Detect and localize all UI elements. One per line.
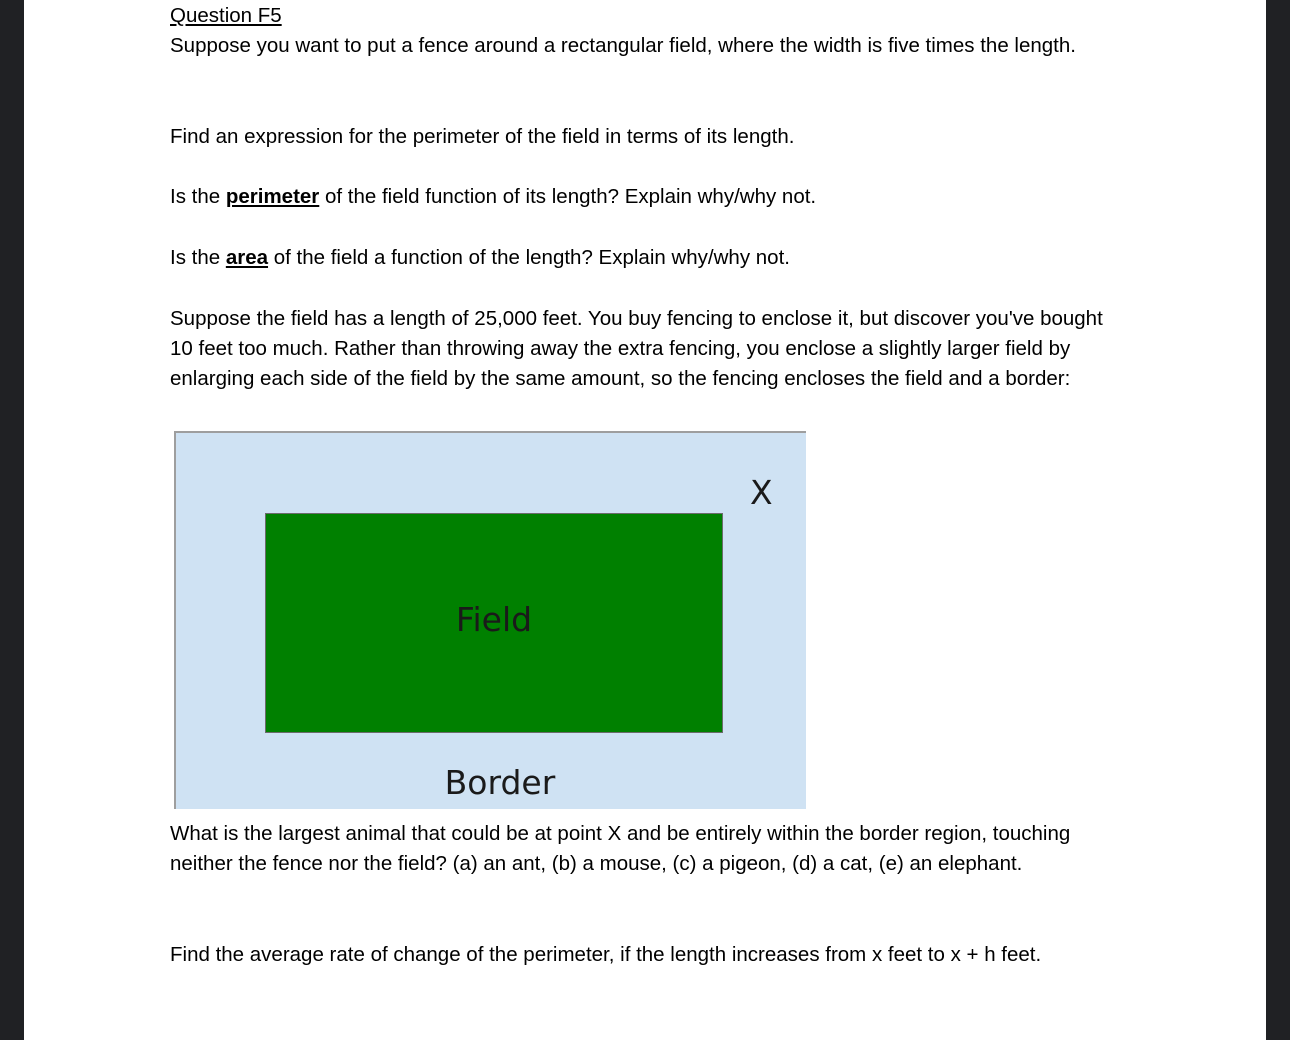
part-suffix: of the field a function of the length? Explain why/why not.: [268, 246, 790, 269]
field-border-diagram: [174, 431, 806, 809]
field-label: Field: [455, 600, 533, 639]
part-suffix: of the field function of its length? Explain why/why not.: [319, 185, 817, 208]
question-heading: Question F5: [170, 4, 282, 27]
part-prefix: Is the: [170, 246, 226, 269]
border-label: Border: [444, 763, 556, 802]
document-page: [24, 0, 1266, 1040]
question-part-perimeter-function: [170, 182, 816, 212]
field-rectangle: [265, 513, 723, 733]
point-x-label: X: [750, 473, 773, 512]
question-scenario: Suppose the field has a length of 25,000 feet. You buy fencing to enclose it, but discover you've bought 10 feet too much. Rather than throwing away the extra fencing, you enclose a slightly larger field by enlarging each side of the field by the same amount, so the fencing encloses the field and a border:: [170, 307, 1103, 390]
question-part-area-function: [170, 243, 790, 273]
area-term: area: [225, 246, 269, 269]
question-part-rate-of-change: Find the average rate of change of the perimeter, if the length increases from x feet to x + h feet.: [170, 943, 1042, 966]
perimeter-term: perimeter: [225, 185, 320, 208]
part-prefix: Is the: [170, 185, 226, 208]
question-part-perimeter-expression: Find an expression for the perimeter of the field in terms of its length.: [170, 125, 795, 148]
question-intro: Suppose you want to put a fence around a rectangular field, where the width is five times the length.: [170, 34, 1076, 57]
question-part-animal: What is the largest animal that could be at point X and be entirely within the border region, touching neither the fence nor the field? (a) an ant, (b) a mouse, (c) a pigeon, (d) a cat, (e) an elephant.: [170, 822, 1071, 875]
